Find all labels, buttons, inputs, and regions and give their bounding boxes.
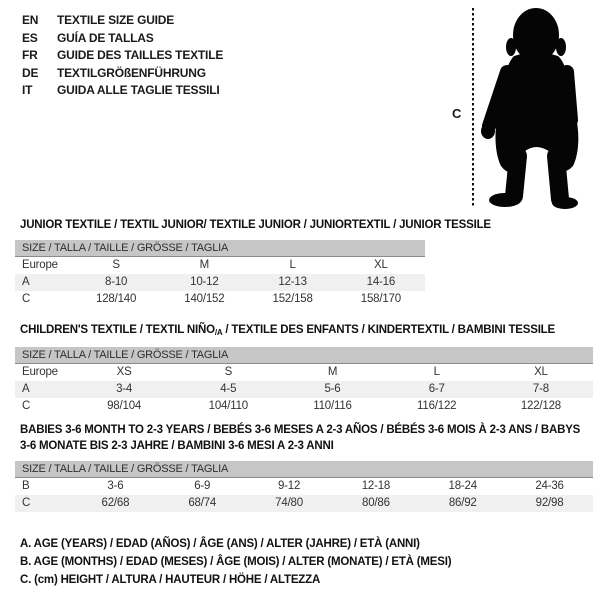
height-cell: 74/80	[275, 497, 303, 509]
height-cell: 122/128	[520, 400, 561, 412]
size-cell: S	[112, 259, 120, 271]
language-code: ES	[22, 30, 38, 45]
size-cell: XS	[116, 366, 132, 378]
age-cell: 6-7	[428, 383, 445, 395]
age-cell: 18-24	[448, 480, 477, 492]
children-size-table	[15, 347, 593, 415]
height-measure-label: C	[452, 106, 462, 121]
height-cell: 140/152	[184, 293, 225, 305]
title-subscript: /A	[214, 328, 223, 337]
size-cell: M	[327, 366, 338, 378]
age-cell: 6-9	[194, 480, 211, 492]
table-title-babies: BABIES 3-6 MONTH TO 2-3 YEARS / BEBÉS 3-6 MESES A 2-3 AÑOS / BÉBÉS 3-6 MOIS À 2-3 ANS / BABYS 3-6 MONATE BIS 2-3 JAHRE / BAMBINI 3-6 MESI A 2-3 ANNI	[20, 424, 581, 452]
age-cell: 24-36	[535, 480, 564, 492]
row-label: A	[22, 276, 30, 288]
language-label: TEXTILGRÖßENFÜHRUNG	[57, 65, 206, 80]
size-cell: XL	[534, 366, 548, 378]
language-row-en	[22, 12, 223, 30]
language-code: IT	[22, 83, 33, 97]
age-cell: 5-6	[324, 383, 341, 395]
age-cell: 3-4	[116, 383, 133, 395]
size-cell: XL	[374, 259, 388, 271]
height-cell: 158/170	[360, 293, 401, 305]
language-label: GUIDA ALLE TAGLIE TESSILI	[57, 83, 220, 97]
age-cell: 14-16	[366, 276, 396, 288]
row-label: Europe	[22, 366, 58, 378]
size-header-bar: SIZE / TALLA / TAILLE / GRÖSSE / TAGLIA	[15, 347, 593, 364]
language-label: GUIDE DES TAILLES TEXTILE	[57, 48, 224, 62]
language-code: DE	[22, 65, 39, 80]
age-cell: 7-8	[532, 383, 549, 395]
size-cell: L	[289, 259, 296, 271]
height-cell: 92/98	[535, 497, 564, 509]
height-cell: 80/86	[362, 497, 390, 509]
size-header-bar: SIZE / TALLA / TAILLE / GRÖSSE / TAGLIA	[15, 240, 425, 257]
height-cell: 104/110	[208, 400, 248, 412]
age-cell: 12-13	[278, 276, 307, 288]
age-cell: 3-6	[107, 480, 124, 492]
language-row-it	[22, 82, 223, 100]
age-cell: 4-5	[220, 383, 237, 395]
legend	[20, 535, 451, 589]
row-label: Europe	[22, 259, 58, 271]
table-row-age	[15, 478, 593, 495]
junior-size-table	[15, 240, 425, 308]
legend-line-a: A. AGE (YEARS) / EDAD (AÑOS) / ÂGE (ANS) / ALTER (JAHRE) / ETÀ (ANNI)	[20, 538, 420, 550]
title-text: / TEXTILE DES ENFANTS / KINDERTEXTIL / BAMBINI TESSILE	[222, 324, 555, 336]
table-title-junior: JUNIOR TEXTILE / TEXTIL JUNIOR/ TEXTILE JUNIOR / JUNIORTEXTIL / JUNIOR TESSILE	[20, 219, 491, 231]
table-row-europe	[15, 364, 593, 381]
height-cell: 152/158	[272, 293, 313, 305]
age-cell: 12-18	[361, 480, 391, 492]
row-label: C	[22, 497, 31, 509]
babies-size-table	[15, 461, 593, 512]
size-cell: S	[224, 366, 233, 378]
age-cell: 9-12	[277, 480, 301, 492]
table-row-height	[15, 291, 425, 308]
language-row-es	[22, 30, 223, 48]
language-list	[22, 12, 223, 100]
legend-line-b: B. AGE (MONTHS) / EDAD (MESES) / ÂGE (MOIS) / ALTER (MONATE) / ETÀ (MESI)	[20, 556, 452, 568]
row-label: A	[22, 383, 30, 395]
height-cell: 128/140	[96, 293, 137, 305]
table-row-age	[15, 274, 425, 291]
height-cell: 116/122	[417, 400, 457, 412]
size-header-bar: SIZE / TALLA / TAILLE / GRÖSSE / TAGLIA	[15, 461, 593, 478]
height-measure-line	[472, 8, 474, 206]
table-row-height	[15, 398, 593, 415]
language-label: GUÍA DE TALLAS	[57, 30, 154, 45]
size-cell: M	[199, 259, 210, 271]
language-row-de	[22, 65, 223, 83]
language-code: FR	[22, 48, 38, 62]
table-row-europe	[15, 257, 425, 274]
height-cell: 98/104	[107, 400, 142, 412]
legend-line-c: C. (cm) HEIGHT / ALTURA / HAUTEUR / HÖHE / ALTEZZA	[20, 574, 321, 586]
row-label: C	[22, 293, 31, 305]
language-row-fr	[22, 47, 223, 65]
row-label: B	[22, 480, 30, 492]
age-cell: 10-12	[190, 276, 219, 288]
size-cell: L	[433, 366, 440, 378]
language-label: TEXTILE SIZE GUIDE	[57, 13, 175, 27]
table-title-children	[20, 322, 585, 341]
height-cell: 62/68	[101, 497, 130, 509]
height-cell: 86/92	[448, 497, 477, 509]
baby-silhouette-icon	[480, 4, 592, 212]
age-cell: 8-10	[105, 276, 128, 288]
height-cell: 68/74	[188, 497, 217, 509]
height-cell: 110/116	[313, 400, 352, 412]
row-label: C	[22, 400, 31, 412]
table-row-age	[15, 381, 593, 398]
title-text: CHILDREN'S TEXTILE / TEXTIL NIÑO	[20, 324, 215, 336]
language-code: EN	[22, 13, 39, 27]
table-row-height	[15, 495, 593, 512]
